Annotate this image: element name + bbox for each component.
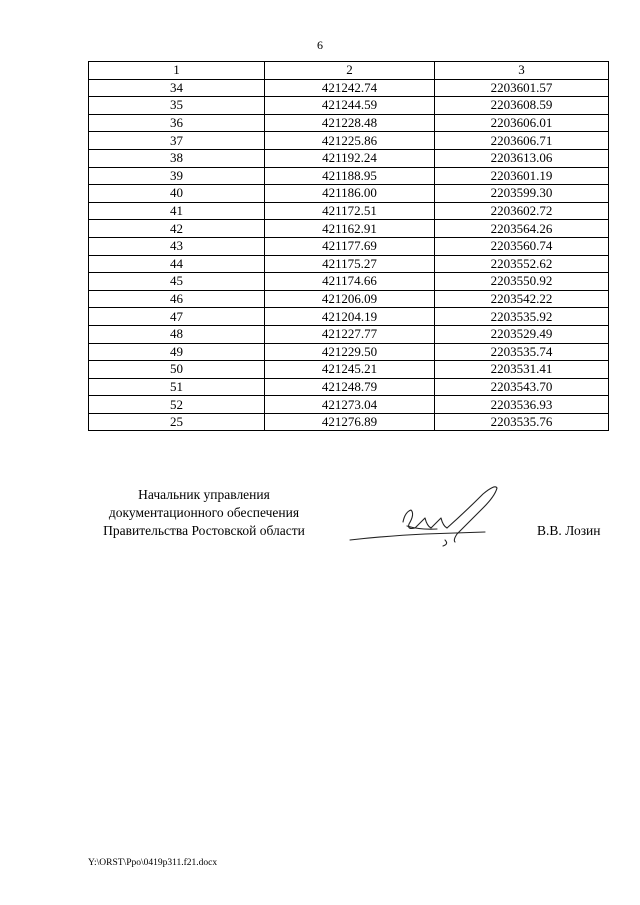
file-path: Y:\ORST\Ppo\0419p311.f21.docx [88, 858, 218, 868]
table-row [89, 255, 609, 273]
table-cell: 2203550.92 [435, 273, 609, 291]
table-cell: 37 [89, 132, 265, 150]
table-cell: 421229.50 [265, 343, 435, 361]
position-line: документационного обеспечения [108, 505, 300, 520]
table-row [89, 361, 609, 379]
table-row [89, 273, 609, 291]
table-row [89, 325, 609, 343]
table-cell: 421172.51 [265, 202, 435, 220]
table-row [89, 220, 609, 238]
table-cell: 41 [89, 202, 265, 220]
table-cell: 36 [89, 114, 265, 132]
table-row [89, 290, 609, 308]
table-cell: 2203613.06 [435, 149, 609, 167]
table-cell: 421276.89 [265, 413, 435, 431]
table-header-row [89, 62, 609, 80]
table-cell: 421242.74 [265, 79, 435, 97]
table-row [89, 97, 609, 115]
page-number: 6 [317, 38, 323, 52]
table-cell: 421175.27 [265, 255, 435, 273]
table-cell: 2203601.19 [435, 167, 609, 185]
table-cell: 2203599.30 [435, 185, 609, 203]
table-cell: 2203606.71 [435, 132, 609, 150]
signatory-position [88, 486, 320, 540]
table-cell: 2203531.41 [435, 361, 609, 379]
table-cell: 50 [89, 361, 265, 379]
table-row [89, 185, 609, 203]
table-cell: 421227.77 [265, 325, 435, 343]
column-header: 1 [89, 62, 265, 80]
table-row [89, 149, 609, 167]
table-cell: 2203542.22 [435, 290, 609, 308]
table-cell: 52 [89, 396, 265, 414]
table-cell: 2203606.01 [435, 114, 609, 132]
table-cell: 25 [89, 413, 265, 431]
table-cell: 421225.86 [265, 132, 435, 150]
table-cell: 2203543.70 [435, 378, 609, 396]
table-cell: 421192.24 [265, 149, 435, 167]
table-row [89, 237, 609, 255]
table-cell: 43 [89, 237, 265, 255]
table-cell: 2203564.26 [435, 220, 609, 238]
table-cell: 421174.66 [265, 273, 435, 291]
table-body [89, 79, 609, 431]
table-cell: 421177.69 [265, 237, 435, 255]
table-cell: 421273.04 [265, 396, 435, 414]
table-cell: 2203535.76 [435, 413, 609, 431]
table-row [89, 167, 609, 185]
table-row [89, 396, 609, 414]
table-cell: 2203601.57 [435, 79, 609, 97]
table-cell: 40 [89, 185, 265, 203]
signer-name: В.В. Лозин [537, 523, 601, 538]
table-cell: 421206.09 [265, 290, 435, 308]
table-cell: 46 [89, 290, 265, 308]
table-cell: 421204.19 [265, 308, 435, 326]
handwritten-signature [345, 482, 515, 552]
table-cell: 48 [89, 325, 265, 343]
table-cell: 2203552.62 [435, 255, 609, 273]
table-cell: 2203608.59 [435, 97, 609, 115]
table-cell: 47 [89, 308, 265, 326]
table-row [89, 132, 609, 150]
position-line: Начальник управления [138, 487, 270, 502]
column-header: 2 [265, 62, 435, 80]
table-cell: 2203535.92 [435, 308, 609, 326]
table-cell: 421228.48 [265, 114, 435, 132]
table-cell: 421188.95 [265, 167, 435, 185]
table-cell: 39 [89, 167, 265, 185]
table-cell: 38 [89, 149, 265, 167]
table-cell: 421244.59 [265, 97, 435, 115]
table-cell: 49 [89, 343, 265, 361]
table-row [89, 308, 609, 326]
table-cell: 421245.21 [265, 361, 435, 379]
table-cell: 2203529.49 [435, 325, 609, 343]
table-cell: 44 [89, 255, 265, 273]
table-cell: 45 [89, 273, 265, 291]
table-cell: 421248.79 [265, 378, 435, 396]
column-header: 3 [435, 62, 609, 80]
table-row [89, 79, 609, 97]
table-cell: 421186.00 [265, 185, 435, 203]
table-row [89, 413, 609, 431]
table-row [89, 343, 609, 361]
table-cell: 51 [89, 378, 265, 396]
table-cell: 2203536.93 [435, 396, 609, 414]
table-cell: 2203560.74 [435, 237, 609, 255]
table-cell: 2203602.72 [435, 202, 609, 220]
table-cell: 34 [89, 79, 265, 97]
table-cell: 421162.91 [265, 220, 435, 238]
table-row [89, 378, 609, 396]
table-row [89, 114, 609, 132]
coordinates-table [88, 61, 609, 431]
table-cell: 42 [89, 220, 265, 238]
table-cell: 35 [89, 97, 265, 115]
table-row [89, 202, 609, 220]
position-line: Правительства Ростовской области [103, 523, 305, 538]
table-cell: 2203535.74 [435, 343, 609, 361]
